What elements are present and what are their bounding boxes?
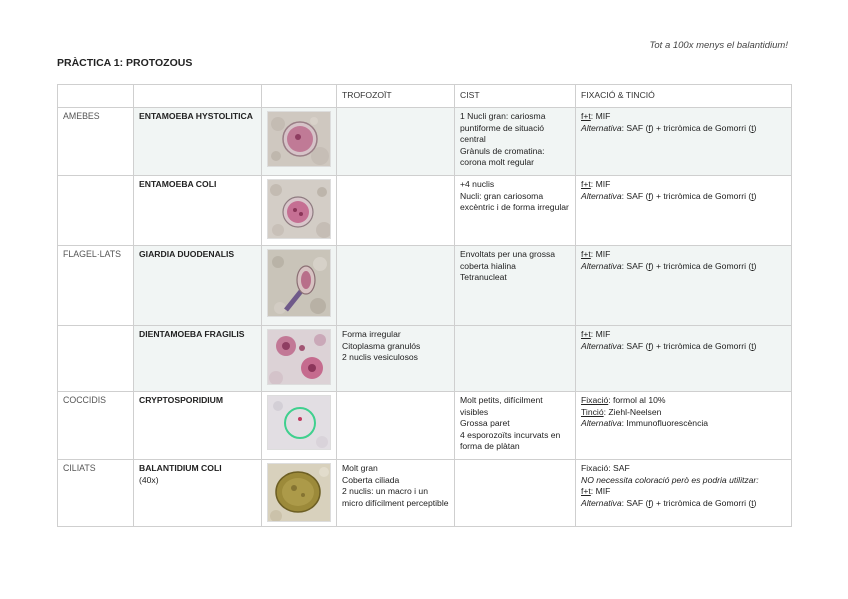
category-cell: CILIATS — [58, 460, 134, 527]
cist-line: Nucli: gran cariosoma excèntric i de forma irregular — [460, 190, 569, 213]
page-title: PRÀCTICA 1: PROTOZOUS — [57, 57, 193, 69]
fixacio-line: f+t: MIF — [581, 111, 611, 121]
page-note: Tot a 100x menys el balantidium! — [649, 40, 788, 51]
cist-line: Grànuls de cromatina: corona molt regular — [460, 145, 545, 168]
micrograph-cell — [262, 460, 337, 527]
balantidium-micrograph — [267, 463, 331, 522]
fixacio-cell — [576, 460, 792, 527]
table-row — [58, 460, 792, 527]
cist-cell — [455, 176, 576, 246]
cist-line: Tetranucleat — [460, 272, 507, 283]
table-header-row — [58, 85, 792, 108]
trofozoit-cell — [337, 108, 455, 176]
micrograph-cell — [262, 246, 337, 326]
protozoa-table — [57, 84, 792, 527]
micrograph-cell — [262, 326, 337, 392]
organism-name: CRYPTOSPORIDIUM — [134, 392, 262, 460]
trofozoit-line: Forma irregular — [342, 329, 401, 339]
organism-magnification: (40x) — [139, 474, 159, 485]
cist-line: Envoltats per una grossa coberta hialina — [460, 249, 556, 271]
alternativa-line: Alternativa: SAF (f) + tricròmica de Gomorri (t) — [581, 260, 757, 271]
micrograph-cell — [262, 392, 337, 460]
fixacio-cell — [576, 246, 792, 326]
trofozoit-line: Molt gran — [342, 463, 378, 473]
alternativa-line: Alternativa: SAF (f) + tricròmica de Gomorri (t) — [581, 122, 757, 133]
trofozoit-line: 2 nuclis: un macro i un micro difícilment perceptible — [342, 486, 449, 508]
category-cell — [58, 176, 134, 246]
cist-line: 1 Nucli gran: cariosma puntiforme de situació central — [460, 111, 546, 145]
giardia-micrograph — [267, 249, 331, 317]
organism-name: ENTAMOEBA HYSTOLITICA — [134, 108, 262, 176]
cryptosporidium-micrograph — [267, 395, 331, 450]
trofozoit-line: 2 nuclis vesiculosos — [342, 352, 418, 363]
fixacio-cell — [576, 392, 792, 460]
table-row — [58, 108, 792, 176]
header-category-cell — [58, 85, 134, 108]
cist-cell — [455, 460, 576, 527]
trofozoit-cell — [337, 326, 455, 392]
note-line: NO necessita coloració però es podria utilitzar: — [581, 474, 759, 485]
organism-name: GIARDIA DUODENALIS — [134, 246, 262, 326]
fixacio-line: f+t: MIF — [581, 179, 611, 189]
micrograph-cell — [262, 176, 337, 246]
dientamoeba-micrograph — [267, 329, 331, 385]
cist-line: +4 nuclis — [460, 179, 495, 189]
table-row — [58, 326, 792, 392]
fixacio-line: f+t: MIF — [581, 249, 611, 259]
cist-line: Molt petits, difícilment visibles — [460, 395, 543, 417]
category-cell: COCCIDIS — [58, 392, 134, 460]
trofozoit-cell — [337, 392, 455, 460]
cist-cell — [455, 326, 576, 392]
entamoeba-histolytica-micrograph — [267, 111, 331, 167]
trofozoit-line: Citoplasma granulós — [342, 340, 421, 351]
alternativa-line: Alternativa: SAF (f) + tricròmica de Gomorri (t) — [581, 190, 757, 201]
table-row — [58, 176, 792, 246]
tincio-line: Tinció: Ziehl-Neelsen — [581, 406, 662, 417]
alternativa-line: Alternativa: Immunofluorescència — [581, 418, 709, 429]
trofozoit-cell — [337, 246, 455, 326]
fixacio-cell — [576, 326, 792, 392]
header-organism-cell — [134, 85, 262, 108]
cist-line: Grossa paret — [460, 418, 510, 429]
organism-name: BALANTIDIUM COLI — [139, 463, 222, 473]
trofozoit-cell — [337, 460, 455, 527]
table-row — [58, 246, 792, 326]
entamoeba-coli-micrograph — [267, 179, 331, 239]
trofozoit-line: Coberta ciliada — [342, 474, 400, 485]
header-fixacio: FIXACIÓ & TINCIÓ — [576, 85, 792, 108]
fixacio-cell — [576, 108, 792, 176]
cist-line: 4 esporozoïts incurvats en forma de plàtan — [460, 429, 561, 452]
fixacio-line: Fixació: formol al 10% — [581, 395, 666, 405]
organism-cell — [134, 460, 262, 527]
fixacio-line: Fixació: SAF — [581, 463, 630, 473]
category-cell — [58, 326, 134, 392]
cist-cell — [455, 246, 576, 326]
category-cell: AMEBES — [58, 108, 134, 176]
table-row — [58, 392, 792, 460]
header-image-cell — [262, 85, 337, 108]
header-trofozoit: TROFOZOÏT — [337, 85, 455, 108]
trofozoit-cell — [337, 176, 455, 246]
alternativa-line: Alternativa: SAF (f) + tricròmica de Gomorri (t) — [581, 497, 757, 508]
alternativa-line: Alternativa: SAF (f) + tricròmica de Gomorri (t) — [581, 340, 757, 351]
fixacio-line: f+t: MIF — [581, 329, 611, 339]
fixacio-cell — [576, 176, 792, 246]
header-cist: CIST — [455, 85, 576, 108]
micrograph-cell — [262, 108, 337, 176]
organism-name: DIENTAMOEBA FRAGILIS — [134, 326, 262, 392]
category-cell: FLAGEL·LATS — [58, 246, 134, 326]
cist-cell — [455, 392, 576, 460]
fixacio-alt-line: f+t: MIF — [581, 486, 611, 497]
organism-name: ENTAMOEBA COLI — [134, 176, 262, 246]
cist-cell — [455, 108, 576, 176]
